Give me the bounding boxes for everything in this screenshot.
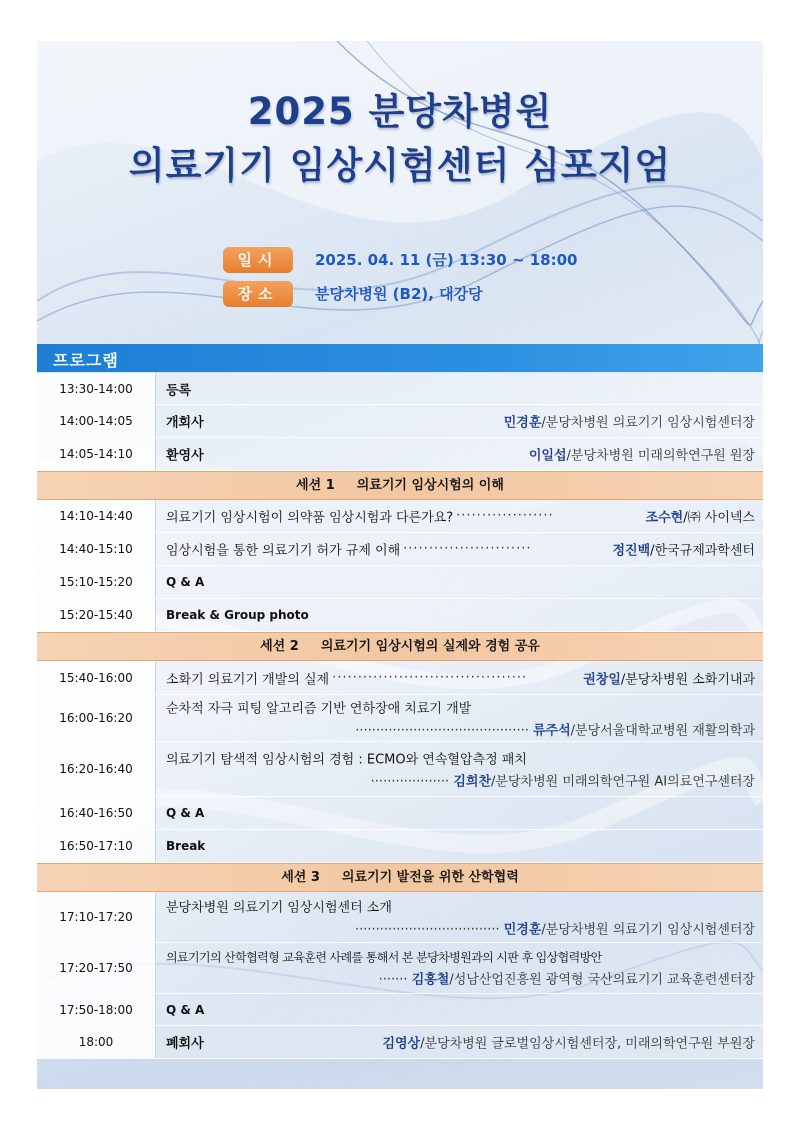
schedule-row <box>37 892 763 943</box>
row-label: 환영사 <box>166 448 204 464</box>
row-time: 17:50-18:00 <box>37 994 156 1025</box>
speaker-name: 김홍철 <box>411 972 450 988</box>
row-speaker <box>529 445 755 464</box>
speaker-affiliation: /분당차병원 글로벌임상시험센터장, 미래의학연구원 부원장 <box>420 1036 755 1052</box>
venue-badge: 장소 <box>223 281 293 307</box>
schedule-row <box>37 599 763 632</box>
row-presentation <box>166 749 755 790</box>
info-date <box>223 247 653 273</box>
speaker-affiliation: /분당차병원 의료기기 임상시험센터장 <box>541 415 755 431</box>
speaker-affiliation: /한국규제과학센터 <box>650 543 755 559</box>
row-speaker <box>382 1033 755 1052</box>
schedule-row <box>37 438 763 471</box>
talk-title: 의료기기 임상시험이 의약품 임상시험과 다른가요? <box>166 510 454 526</box>
row-time: 15:20-15:40 <box>37 599 156 631</box>
row-label: Q & A <box>166 806 205 820</box>
row-label: Q & A <box>166 575 205 589</box>
row-label: Q & A <box>166 1002 205 1017</box>
schedule-row <box>37 695 763 742</box>
row-presentation <box>166 698 755 739</box>
session-title: 의료기기 임상시험의 실제와 경험 공유 <box>320 639 540 654</box>
row-presentation <box>166 668 755 687</box>
row-time: 16:20-16:40 <box>37 742 156 796</box>
session-number: 세션 2 <box>260 639 299 654</box>
speaker-affiliation: /분당차병원 미래의학연구원 원장 <box>566 448 755 464</box>
row-time: 14:40-15:10 <box>37 533 156 565</box>
poster-title-line1: 2025 분당차병원 <box>247 90 553 133</box>
speaker-affiliation: /분당차병원 의료기기 임상시험센터장 <box>541 922 755 938</box>
row-label: 개회사 <box>166 415 204 431</box>
talk-title: 소화기 의료기기 개발의 실제 <box>166 672 330 687</box>
poster-title-line2: 의료기기 임상시험센터 심포지엄 <box>128 144 672 187</box>
row-time: 16:40-16:50 <box>37 797 156 829</box>
schedule-row <box>37 1026 763 1059</box>
talk-title: 의료기기의 산학협력형 교육훈련 사례를 통해서 본 분당차병원과의 시판 후 임상협력방안 <box>166 950 602 965</box>
session-number: 세션 1 <box>296 478 335 493</box>
speaker-name: 조수현 <box>645 510 684 526</box>
row-presentation <box>166 540 755 559</box>
speaker-affiliation: /분당차병원 미래의학연구원 AI의료연구센터장 <box>491 774 755 790</box>
row-speaker <box>166 771 755 790</box>
session-title: 의료기기 발전을 위한 산학협력 <box>341 870 519 885</box>
row-label: 폐회사 <box>166 1036 204 1052</box>
speaker-name: 김영상 <box>382 1036 421 1052</box>
schedule-row <box>37 661 763 695</box>
row-speaker <box>166 919 755 938</box>
schedule-row <box>37 566 763 599</box>
schedule-row <box>37 994 763 1026</box>
speaker-affiliation: /성남산업진흥원 광역형 국산의료기기 교육훈련센터장 <box>449 972 755 988</box>
speaker-name: 권창일 <box>583 672 621 687</box>
poster <box>37 41 763 1089</box>
session-header <box>37 632 763 661</box>
program-label: 프로그램 <box>53 351 119 370</box>
leader-dots: ······································ <box>332 670 528 685</box>
speaker-name: 민경훈 <box>503 922 542 938</box>
row-label: Break & Group photo <box>166 608 309 622</box>
venue-value: 분당차병원 (B2), 대강당 <box>315 285 483 303</box>
speaker-name: 이일섭 <box>528 448 567 464</box>
row-time: 17:20-17:50 <box>37 943 156 993</box>
speaker-name: 김희찬 <box>453 774 492 790</box>
schedule-row <box>37 405 763 438</box>
date-value: 2025. 04. 11 (금) 13:30 ~ 18:00 <box>315 251 578 269</box>
talk-title: 의료기기 탐색적 임상시험의 경험 : ECMO와 연속혈압측정 패치 <box>166 752 527 768</box>
row-speaker <box>166 969 755 988</box>
session-header <box>37 471 763 500</box>
leader-dots: ··················· <box>456 508 554 524</box>
row-speaker <box>504 412 755 431</box>
row-time: 15:40-16:00 <box>37 661 156 694</box>
speaker-name: 정진백 <box>612 543 651 559</box>
row-presentation <box>166 949 755 988</box>
schedule-row <box>37 830 763 863</box>
schedule-row <box>37 533 763 566</box>
session-title: 의료기기 임상시험의 이해 <box>356 478 504 493</box>
date-badge: 일시 <box>223 247 293 273</box>
row-time: 14:00-14:05 <box>37 405 156 437</box>
talk-title: 분당차병원 의료기기 임상시험센터 소개 <box>166 900 392 916</box>
talk-title: 순차적 자극 피팅 알고리즘 기반 연하장애 치료기 개발 <box>166 701 472 717</box>
schedule-row <box>37 742 763 797</box>
schedule-row <box>37 797 763 830</box>
leader-dots: ··································· <box>354 922 500 938</box>
leader-dots: ······· <box>378 972 408 988</box>
speaker-affiliation: /분당서울대학교병원 재활의학과 <box>570 723 755 739</box>
info-venue <box>223 281 653 307</box>
speaker-affiliation: /분당차병원 소화기내과 <box>620 672 755 687</box>
program-header <box>37 344 763 372</box>
schedule-row <box>37 500 763 533</box>
speaker-name: 류주석 <box>532 723 571 739</box>
session-number: 세션 3 <box>281 870 320 885</box>
schedule-row <box>37 373 763 405</box>
row-time: 13:30-14:00 <box>37 373 156 404</box>
speaker-affiliation: /㈜ 사이넥스 <box>683 510 755 526</box>
session-header <box>37 863 763 892</box>
speaker-name: 민경훈 <box>503 415 542 431</box>
leader-dots: ··················· <box>370 774 450 790</box>
schedule-row <box>37 943 763 994</box>
row-presentation <box>166 507 755 526</box>
row-label: 등록 <box>166 383 192 398</box>
row-presentation <box>166 897 755 938</box>
talk-title: 임상시험을 통한 의료기기 허가 규제 이해 <box>166 543 401 559</box>
row-time: 17:10-17:20 <box>37 892 156 942</box>
row-time: 15:10-15:20 <box>37 566 156 598</box>
leader-dots: ························· <box>403 541 532 557</box>
row-speaker <box>166 720 755 739</box>
row-time: 14:05-14:10 <box>37 438 156 470</box>
row-time: 18:00 <box>37 1026 156 1058</box>
row-label: Break <box>166 839 206 853</box>
row-time: 16:50-17:10 <box>37 830 156 862</box>
row-time: 14:10-14:40 <box>37 500 156 532</box>
schedule-table <box>37 373 763 1059</box>
leader-dots: ·········································· <box>355 723 529 739</box>
row-time: 16:00-16:20 <box>37 695 156 741</box>
